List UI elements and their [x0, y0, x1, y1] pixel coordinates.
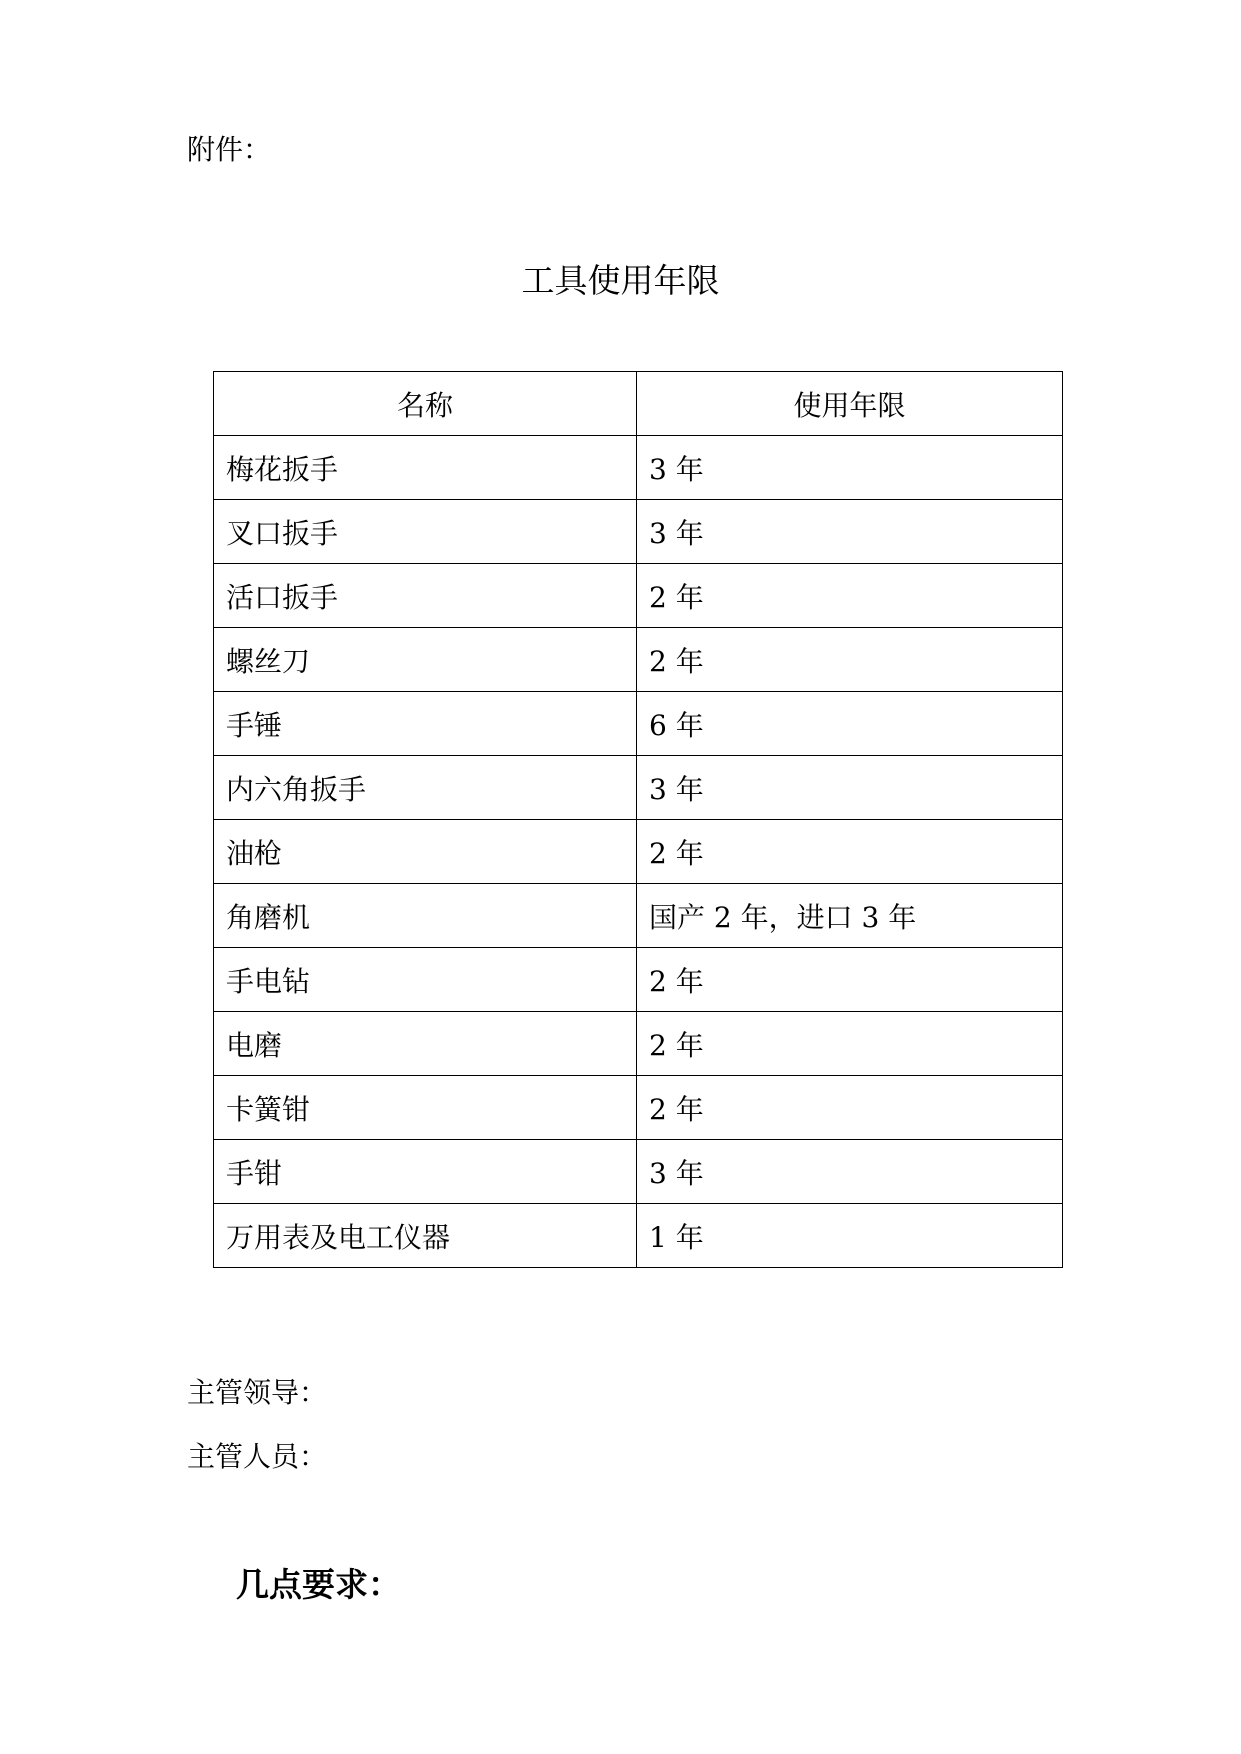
table-row	[214, 564, 1063, 628]
tool-lifespan-cell: 2 年	[637, 820, 1063, 884]
attachment-label: 附件：	[187, 133, 272, 166]
tool-name-cell: 油枪	[214, 820, 637, 884]
tool-name-cell: 万用表及电工仪器	[214, 1204, 637, 1268]
table-header-row	[214, 372, 1063, 436]
tool-name-cell: 电磨	[214, 1012, 637, 1076]
page-title: 工具使用年限	[521, 261, 720, 300]
requirements-heading: 几点要求：	[236, 1565, 401, 1604]
tool-name-cell: 角磨机	[214, 884, 637, 948]
supervisor-staff-label: 主管人员：	[187, 1440, 328, 1473]
tool-name-cell: 活口扳手	[214, 564, 637, 628]
table-row	[214, 692, 1063, 756]
tool-lifespan-cell: 2 年	[637, 1012, 1063, 1076]
table-row	[214, 820, 1063, 884]
tool-lifespan-cell: 国产 2 年，进口 3 年	[637, 884, 1063, 948]
header-name: 名称	[214, 372, 637, 436]
tool-lifespan-cell: 2 年	[637, 564, 1063, 628]
table-row	[214, 1140, 1063, 1204]
tool-name-cell: 卡簧钳	[214, 1076, 637, 1140]
table-row	[214, 884, 1063, 948]
tool-name-cell: 手电钻	[214, 948, 637, 1012]
tool-lifespan-cell: 6 年	[637, 692, 1063, 756]
tool-lifespan-cell: 3 年	[637, 436, 1063, 500]
tool-name-cell: 内六角扳手	[214, 756, 637, 820]
tool-lifespan-table	[213, 371, 1063, 1268]
tool-name-cell: 梅花扳手	[214, 436, 637, 500]
table-row	[214, 436, 1063, 500]
tool-lifespan-cell: 1 年	[637, 1204, 1063, 1268]
header-lifespan: 使用年限	[637, 372, 1063, 436]
tool-lifespan-cell: 3 年	[637, 1140, 1063, 1204]
tool-lifespan-cell: 3 年	[637, 756, 1063, 820]
table-row	[214, 628, 1063, 692]
tool-name-cell: 螺丝刀	[214, 628, 637, 692]
tool-lifespan-cell: 2 年	[637, 948, 1063, 1012]
tool-name-cell: 手钳	[214, 1140, 637, 1204]
table-row	[214, 1204, 1063, 1268]
tool-lifespan-cell: 3 年	[637, 500, 1063, 564]
tool-name-cell: 叉口扳手	[214, 500, 637, 564]
tool-lifespan-cell: 2 年	[637, 1076, 1063, 1140]
table-row	[214, 500, 1063, 564]
table-row	[214, 1012, 1063, 1076]
tool-name-cell: 手锤	[214, 692, 637, 756]
table-row	[214, 1076, 1063, 1140]
table-row	[214, 756, 1063, 820]
tool-lifespan-cell: 2 年	[637, 628, 1063, 692]
table-row	[214, 948, 1063, 1012]
supervisor-leader-label: 主管领导：	[187, 1376, 328, 1409]
